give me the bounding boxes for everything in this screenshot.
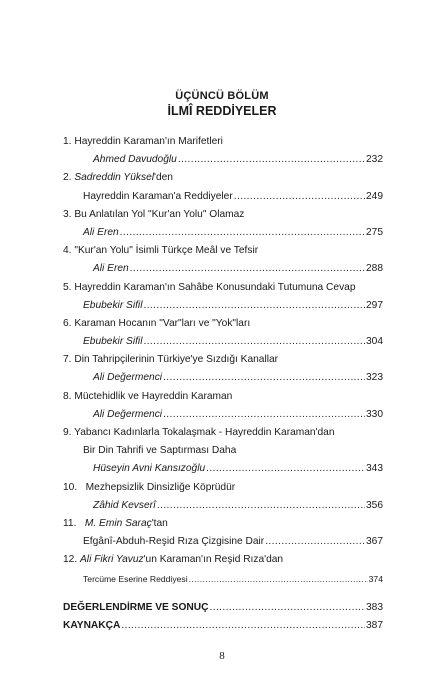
leader-dots: [209, 599, 365, 617]
leader-dots: [178, 151, 365, 169]
section-label: ÜÇÜNCÜ BÖLÜM: [175, 90, 269, 102]
toc-entry-2[interactable]: 2. Sadreddin Yüksel'den: [63, 172, 173, 184]
toc-entry-6[interactable]: 6. Karaman Hocanın "Var"ları ve "Yok"ları: [63, 317, 251, 329]
leader-dots: [163, 406, 365, 424]
toc-title-row-11[interactable]: Efgânî-Abduh-Reşid Rıza Çizgisine Dair ..... 367: [63, 533, 383, 551]
leader-dots: [265, 533, 365, 551]
table-of-contents: [63, 133, 383, 635]
toc-author-row-5[interactable]: Ebubekir Sifil ..... 297: [63, 297, 383, 315]
toc-entry-5[interactable]: 5. Hayreddin Karaman'ın Sahâbe Konusundaki Tutumuna Cevap: [63, 281, 356, 293]
page-ref: 297: [366, 299, 383, 311]
leader-dots: [234, 188, 365, 206]
leader-dots: [120, 224, 365, 242]
leader-dots: [189, 570, 368, 588]
leader-dots: [121, 617, 365, 635]
page-ref: 275: [366, 226, 383, 238]
page-ref: 323: [366, 372, 383, 384]
toc-title-row-12[interactable]: Tercüme Eserine Reddiyesi ..... 374: [63, 570, 383, 588]
author-name: Ahmed Davudoğlu: [93, 154, 177, 166]
toc-author-row-3[interactable]: Ali Eren ..... 275: [63, 224, 383, 242]
leader-dots: [163, 369, 365, 387]
page-ref: 304: [366, 336, 383, 348]
spacer: [63, 588, 383, 599]
toc-entry-9[interactable]: 9. Yabancı Kadınlarla Tokalaşmak - Hayreddin Karaman'dan: [63, 427, 335, 438]
toc-author-row-6[interactable]: Ebubekir Sifil ..... 304: [63, 333, 383, 351]
toc-entry-8[interactable]: 8. Müctehidlik ve Hayreddin Karaman: [63, 390, 233, 402]
leader-dots: [143, 333, 365, 351]
leader-dots: [206, 460, 365, 478]
leader-dots: [130, 260, 365, 278]
toc-entry-1[interactable]: 1. Hayreddin Karaman'ın Marifetleri: [63, 136, 223, 147]
page-ref: 356: [366, 499, 383, 511]
page-number: 8: [219, 650, 225, 662]
toc-author-row-9[interactable]: Hüseyin Avni Kansızoğlu ..... 343: [63, 460, 383, 478]
toc-title-row-2[interactable]: Hayreddin Karaman'a Reddiyeler ..... 249: [63, 188, 383, 206]
toc-entry-references[interactable]: KAYNAKÇA ..... 387: [63, 617, 383, 635]
toc-author-row-4[interactable]: Ali Eren ..... 288: [63, 260, 383, 278]
toc-title-row-9: Bir Din Tahrifi ve Saptırması Daha: [83, 445, 237, 457]
page-ref: 288: [366, 263, 383, 275]
toc-entry-11[interactable]: 11. M. Emin Saraç'tan: [63, 517, 168, 529]
toc-author-row-1[interactable]: [63, 151, 383, 169]
page-ref: 232: [366, 154, 383, 166]
toc-entry-4[interactable]: 4. "Kur'an Yolu" İsimli Türkçe Meâl ve Tefsir: [63, 245, 259, 257]
toc-author-row-8[interactable]: Ali Değermenci ..... 330: [63, 406, 383, 424]
leader-dots: [143, 297, 365, 315]
page-ref: 374: [368, 573, 383, 584]
section-title: İLMÎ REDDİYELER: [167, 104, 277, 118]
page-ref: 383: [366, 601, 383, 613]
page-ref: 387: [366, 619, 383, 631]
page-ref: 249: [366, 190, 383, 202]
page-ref: 343: [366, 463, 383, 475]
page-ref: 330: [366, 408, 383, 420]
toc-entry-3[interactable]: 3. Bu Anlatılan Yol "Kur'an Yolu" Olamaz: [63, 208, 245, 220]
toc-author-row-7[interactable]: Ali Değermenci ..... 323: [63, 369, 383, 387]
toc-entry-12[interactable]: 12. Ali Fikri Yavuz'un Karaman'ın Reşid Rıza'dan: [63, 554, 284, 566]
toc-author-row-10[interactable]: Zâhid Kevserî ..... 356: [63, 497, 383, 515]
leader-dots: [157, 497, 365, 515]
page-ref: 367: [366, 536, 383, 548]
toc-entry-10[interactable]: 10. Mezhepsizlik Dinsizliğe Köprüdür: [63, 481, 236, 493]
toc-entry-7[interactable]: 7. Din Tahripçilerinin Türkiye'ye Sızdığı Kanallar: [63, 354, 279, 366]
toc-entry-evaluation[interactable]: DEĞERLENDİRME VE SONUÇ ..... 383: [63, 599, 383, 617]
